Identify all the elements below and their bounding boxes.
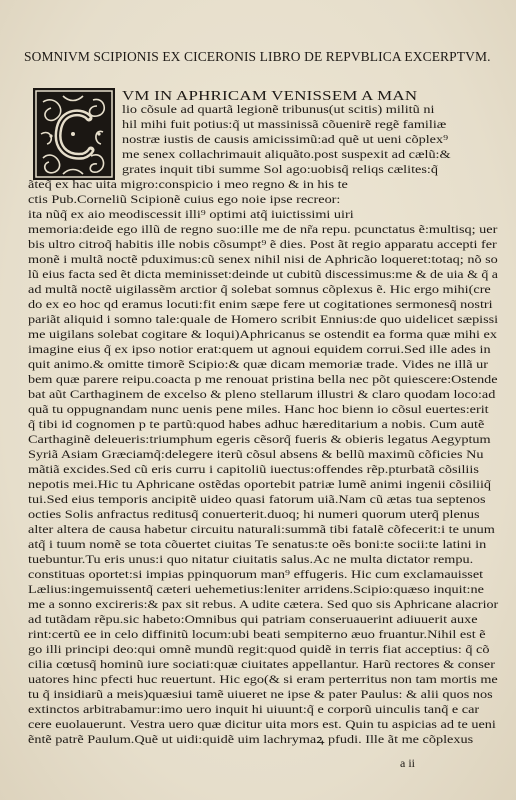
text-line: do ex eo hoc qd eramus locuti:fit enim sæpe fere ut cogitationes sermonesq̃ nostri (28, 299, 493, 311)
text-line: me senex collachrimauit aliquãto.post suspexit ad cælũ:& (122, 149, 451, 161)
text-line: cilia cœtusq̃ hominũ iure sociati:quæ ciuitates appellantur. Harũ rectores & conser (28, 659, 495, 671)
text-line: tu q̃ insidiarũ a meis)quæsiui tamẽ uiueret ne ipse & pater Paulus: & alii quos nos (28, 689, 493, 701)
text-line: mãtiã excides.Sed cũ eris curru i capitoliũ iuectus:offendes rẽp.pturbatã cõsiliis (28, 464, 479, 476)
text-line: alter altera de causa habetur circuitu naturali:summã tibi fatalẽ cõfecerit:i te unum (28, 524, 495, 536)
text-line: Lælius:ingemuissentq̃ cæteri uehemetius:leniter arridens.Scipio:quæso inquit:ne (28, 584, 484, 596)
text-line: hil mihi fuit potius:q̃ ut massinissã cõuenirẽ regẽ familiæ (122, 119, 447, 131)
text-line: nostræ iustis de causis amicissimũ:ad quẽ ut ueni cõplex⁹ (122, 134, 449, 146)
text-line: tui.Sed eius temporis ancipitẽ uideo quasi fatorum uiã.Nam cũ ætas tua septenos (28, 494, 486, 506)
text-line: memoria:deide ego illũ de regno suo:ille me de nr̃a repu. pcunctatus ẽ:multisq; uer (28, 224, 498, 236)
text-line: go illi principi deo:qui omnẽ mundũ regit:quod quidẽ in terris fiat acceptius: q̃ cõ (28, 644, 490, 656)
text-line: atq̃ i tuum nomẽ se tota cõuertet ciuitas Te senatus:te oẽs boni:te socii:te latini in (28, 539, 487, 551)
signature-mark: a ii (400, 756, 415, 770)
text-line: tuebuntur.Tu eris unus:i quo nitatur ciuitatis salus.Ac ne multa dictator rempu. (28, 554, 474, 566)
text-line: ita nũq̃ ex aio meodiscessit illi⁹ optimi atq̃ iuictissimi uiri (28, 209, 354, 221)
text-line: bis ultro citroq̃ habitis ille nobis cõsumpt⁹ ẽ dies. Post ãt regio apparatu accepti fer (28, 239, 497, 251)
text-line: Carthaginẽ deleueris:triumphum egeris cẽsorq̃ fueris & obieris legatus Aegyptum (28, 434, 491, 446)
text-line: bem quæ parere reipu.coacta p me renouat pristina bella nec põt quiescere:Ostende (28, 374, 498, 386)
chapter-heading: SOMNIVM SCIPIONIS EX CICERONIS LIBRO DE REPVBLICA EXCERPTVM. (24, 49, 491, 64)
text-line: lũ eius facta sed ẽt dicta meminisset:deinde ut cubitũ discessimus:me & de uia & q̃ a (28, 269, 498, 281)
text-line: quit animo.& omitte timorẽ Scipio:& quæ dicam memoriæ trade. Vides ne illã ur (28, 359, 488, 371)
text-line: extinctos arbitrabamur:imo uero inquit hi uiuunt:q̃ e corporũ uinculis tanq̃ e car (28, 704, 480, 716)
text-line: monẽ i multã noctẽ pduximus:cũ senex nihil nisi de Aphricão loqueret:totaq; nõ so (28, 254, 498, 266)
text-line: ctis Pub.Corneliũ Scipionẽ cuius ego noie ipse recreor: (28, 194, 341, 206)
text-line: cere euolauerunt. Vestra uero quæ dicitur uita mors est. Quin tu aspicias ad te ueni (28, 719, 496, 731)
decorated-initial-c (33, 88, 115, 180)
text-line: grates inquit tibi summe Sol ago:uobisq̃ reliqs cælites:q̃ (122, 164, 438, 176)
text-line: nepotis mei.Hic tu Aphricane ostẽdas oportebit patriæ lumẽ animi ingenii cõsiliiq̃ (28, 479, 492, 491)
text-line: me a sonno excireris:& pax sit rebus. A udite cætera. Sed quo sis Aphricane alacrior (28, 599, 499, 611)
text-line: q̃ tibi id cognomen p te partũ:quod habes adhuc hæreditarium a nobis. Cum autẽ (28, 419, 485, 431)
text-line: ãteq̃ ex hac uita migro:conspicio i meo regno & in his te (28, 179, 348, 191)
text-line: Syriã Asiam Græciamq̃:delegere iterũ cõsul absens & bellũ maximũ cõficies Nu (28, 449, 484, 461)
text-line: VM IN APHRICAM VENISSEM A MAN (122, 88, 418, 103)
text-line: bat aũt Carthaginem de excelso & pleno stellarum illustri & claro quodam loco:ad (28, 389, 496, 401)
text-line: imagine eius q̃ ex ipso notior erat:quem ut agnoui equidem corrui.Sed ille ades in (28, 344, 491, 356)
text-line: pariãt aliquid i somno tale:quale de Homero scribit Ennius:de quo uidelicet sæpissi (28, 314, 499, 326)
text-line: rint:certũ ee in celo diffinitũ locum:ubi beati sempiterno æuo fruantur.Nihil est ẽ (28, 629, 486, 641)
text-line: constituas oportet:si impias ppinquorum man⁹ effugeris. Hic cum exclamauisset (28, 569, 484, 581)
text-line: ẽntẽ patrẽ Paulum.Quẽ ut uidi:quidẽ uim lachrymaꝝ pfudi. Ille ãt me cõplexus (28, 734, 474, 746)
text-line: uatores hinc pfecti huc reuertunt. Hic ego(& si eram perterritus non tam mortis me (28, 674, 498, 686)
text-line: lio cõsule ad quartã legionẽ tribunus(ut scitis) militũ ni (122, 104, 435, 116)
initial-ornament (33, 88, 115, 180)
text-line: me uigilans solebat cogitare & loqui)Aphricanus se ostendit ea forma quæ mihi ex (28, 329, 497, 341)
text-line: ad multã noctẽ uigilassẽm arctior q̃ solebat somnus cõplexus ẽ. Hic ergo mihi(cre (28, 284, 491, 296)
text-line: ad tutãdam rẽpu.sic habeto:Omnibus qui patriam conseruauerint adiuuerit auxe (28, 614, 478, 626)
text-line: quã tu oppugnandam nunc uenis pene miles. Hanc hoc bienn io cõsul euertes:erit (28, 404, 489, 416)
text-line: octies Solis anfractus reditusq̃ conuerterit.duoq; hi numeri quorum uterq̃ plenus (28, 509, 480, 521)
